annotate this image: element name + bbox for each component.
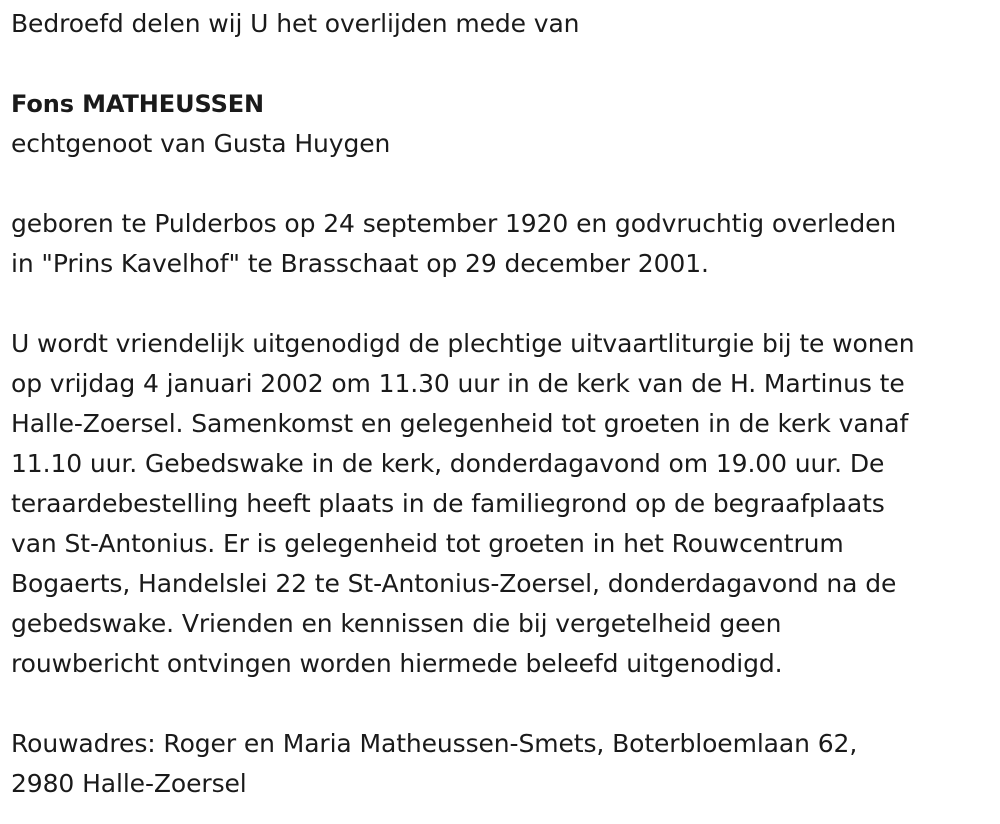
paragraph-line: geboren te Pulderbos op 24 september 1920 en godvruchtig overleden bbox=[11, 209, 897, 238]
paragraph-line: U wordt vriendelijk uitgenodigd de plechtige uitvaartliturgie bij te wonen bbox=[11, 329, 915, 358]
paragraph-line: van St-Antonius. Er is gelegenheid tot groeten in het Rouwcentrum bbox=[11, 529, 844, 558]
address-paragraph bbox=[11, 724, 996, 804]
birth-death-paragraph bbox=[11, 204, 996, 284]
paragraph-line: teraardebestelling heeft plaats in de familiegrond op de begraafplaats bbox=[11, 489, 885, 518]
intro-text: Bedroefd delen wij U het overlijden mede van bbox=[11, 9, 580, 38]
relation-text: echtgenoot van Gusta Huygen bbox=[11, 129, 391, 158]
spacer bbox=[11, 44, 996, 84]
spacer bbox=[11, 284, 996, 324]
paragraph-line: rouwbericht ontvingen worden hiermede beleefd uitgenodigd. bbox=[11, 649, 783, 678]
paragraph-line: Bogaerts, Handelslei 22 te St-Antonius-Zoersel, donderdagavond na de bbox=[11, 569, 897, 598]
deceased-name: Fons MATHEUSSEN bbox=[11, 90, 265, 118]
paragraph-line: Rouwadres: Roger en Maria Matheussen-Smets, Boterbloemlaan 62, bbox=[11, 729, 858, 758]
obituary-notice bbox=[11, 4, 996, 804]
ceremony-paragraph bbox=[11, 324, 996, 684]
paragraph-line: 11.10 uur. Gebedswake in de kerk, donderdagavond om 19.00 uur. De bbox=[11, 449, 885, 478]
paragraph-line: op vrijdag 4 januari 2002 om 11.30 uur in de kerk van de H. Martinus te bbox=[11, 369, 905, 398]
paragraph-line: 2980 Halle-Zoersel bbox=[11, 769, 247, 798]
paragraph-line: gebedswake. Vrienden en kennissen die bij vergetelheid geen bbox=[11, 609, 782, 638]
spacer bbox=[11, 684, 996, 724]
spacer bbox=[11, 164, 996, 204]
paragraph-line: in "Prins Kavelhof" te Brasschaat op 29 december 2001. bbox=[11, 249, 709, 278]
paragraph-line: Halle-Zoersel. Samenkomst en gelegenheid tot groeten in de kerk vanaf bbox=[11, 409, 909, 438]
